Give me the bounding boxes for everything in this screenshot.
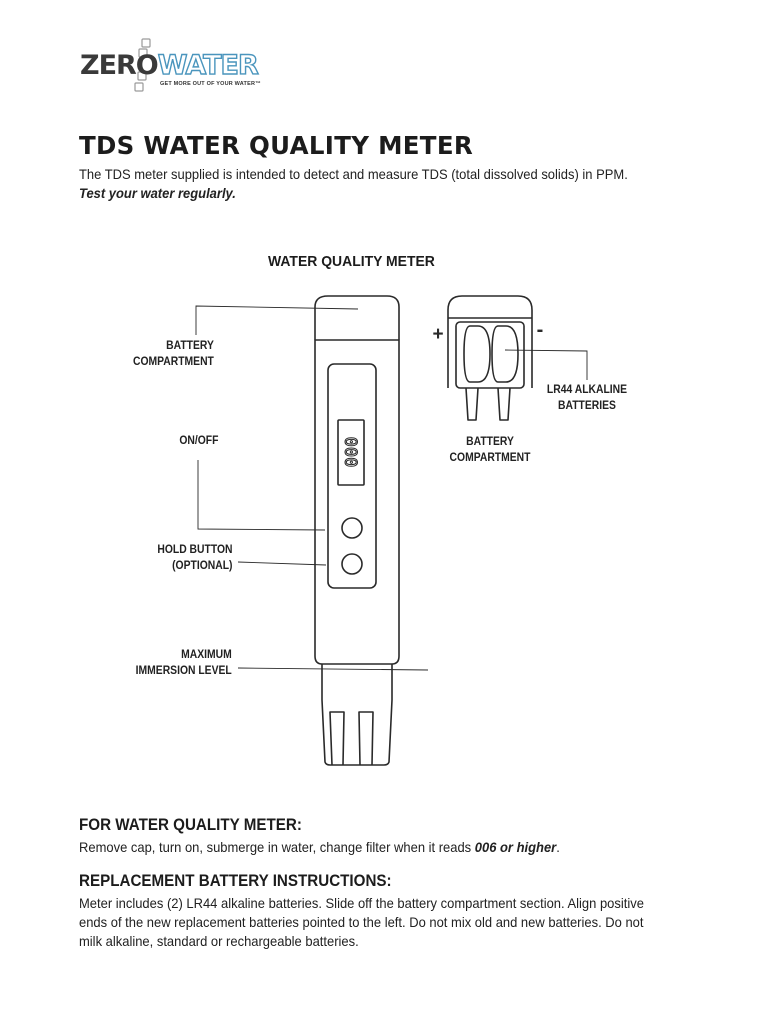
leader-hold-button (238, 562, 326, 565)
intro-text: The TDS meter supplied is intended to detect and measure TDS (total dissolved solids) in PPM. (79, 167, 628, 182)
battery-section-heading: REPLACEMENT BATTERY INSTRUCTIONS: (79, 872, 392, 890)
battery-right (492, 326, 518, 382)
label-lr44-batteries: LR44 ALKALINE BATTERIES (546, 384, 628, 412)
contact-left (466, 388, 478, 420)
diagram-title: WATER QUALITY METER (268, 253, 435, 270)
logo-tagline: GET MORE OUT OF YOUR WATER™ (160, 81, 261, 87)
label-side-battery-compartment: BATTERY COMPARTMENT (449, 436, 531, 464)
leader-on-off (198, 460, 325, 530)
leader-max-immersion (238, 668, 428, 670)
label-max-immersion: MAXIMUM IMMERSION LEVEL (135, 649, 232, 677)
minus-sign: - (536, 319, 544, 341)
contact-right (498, 388, 510, 420)
logo-zero: ZERO (80, 50, 158, 81)
hold-button (342, 554, 362, 574)
plus-sign: + (432, 324, 444, 345)
label-hold-button: HOLD BUTTON (OPTIONAL) (156, 544, 232, 572)
meter-threshold-emphasis: 006 or higher (474, 840, 557, 855)
probe-section (322, 664, 392, 765)
battery-left (464, 326, 490, 382)
label-on-off: ON/OFF (178, 435, 218, 447)
meter-cap (315, 296, 399, 340)
on-off-button (342, 518, 362, 538)
logo-water: WATER (157, 50, 258, 81)
page-title: TDS WATER QUALITY METER (79, 131, 474, 160)
probe-prong-left (330, 712, 344, 765)
probe-prong-right (359, 712, 373, 765)
label-battery-compartment: BATTERY COMPARTMENT (133, 340, 214, 368)
display-reading: 000 (340, 436, 360, 468)
leader-battery-compartment (196, 306, 358, 335)
meter-section-heading: FOR WATER QUALITY METER: (79, 816, 302, 834)
battery-section-text: Meter includes (2) LR44 alkaline batteries. Slide off the battery compartment section. Align positive ends of the new replacement batteries pointed to the left. Do not mix old and new batteries. Do not milk alkaline, standard or rechargeable batteries. (79, 896, 644, 949)
intro-emphasis: Test your water regularly. (79, 186, 236, 201)
meter-section-text: Remove cap, turn on, submerge in water, change filter when it reads 006 or higher. (79, 840, 560, 855)
